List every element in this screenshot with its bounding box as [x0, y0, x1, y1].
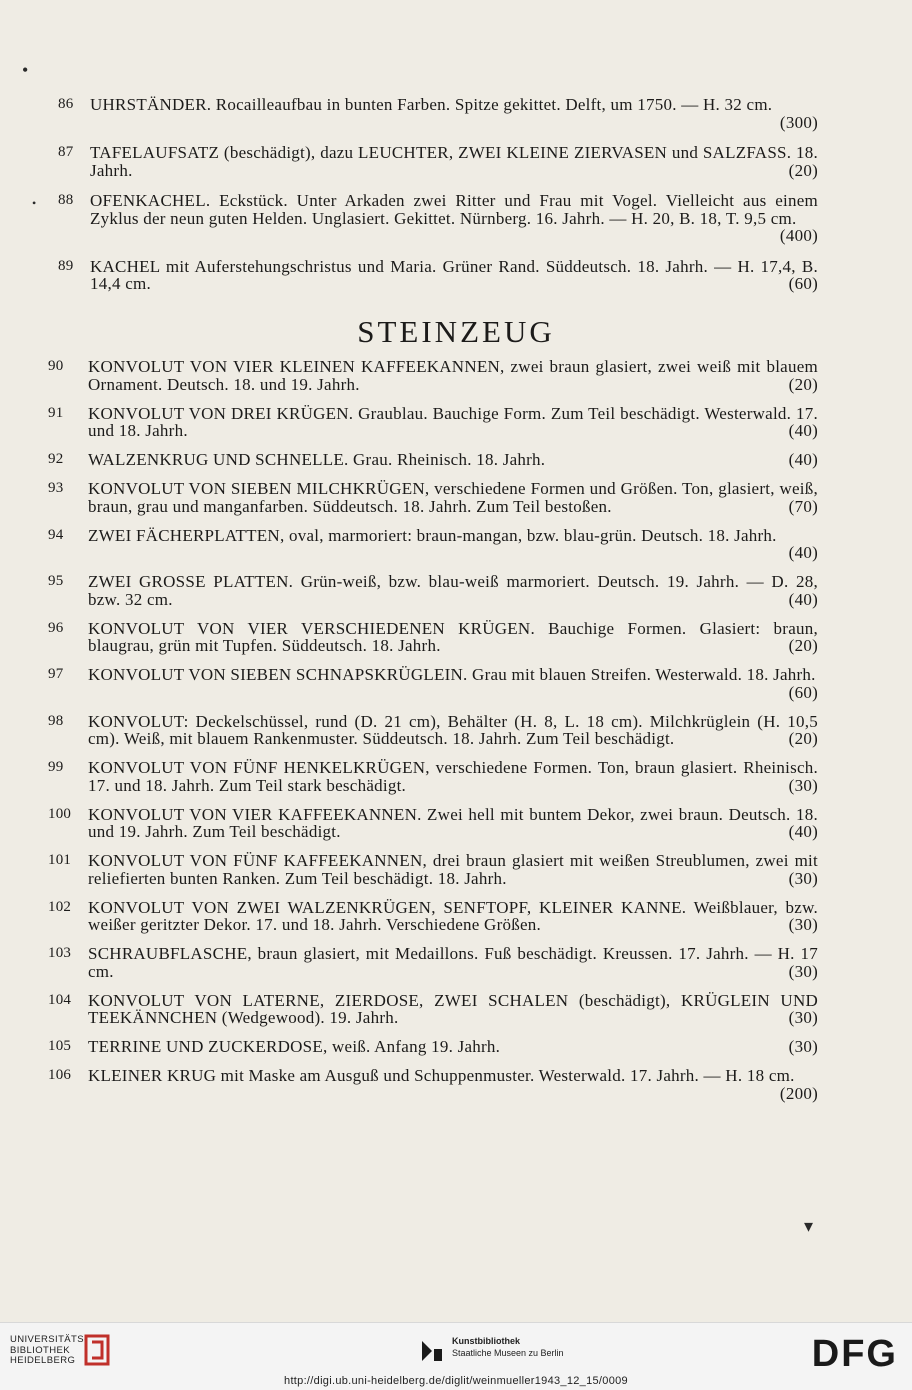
catalogue-entry: [48, 806, 818, 841]
entry-number: 100: [48, 805, 72, 822]
catalogue-entry: [48, 713, 818, 748]
entry-body: [88, 620, 818, 655]
entry-number: 96: [48, 619, 64, 636]
entry-description: KONVOLUT: Deckelschüssel, rund (D. 21 cm), Behälter (H. 8, L. 18 cm). Milchkrüglein (H. 10,5 cm). Weiß, mit blauem Rankenmuster. Süddeutsch. 18. Jahrh. Zum Teil beschädigt.: [88, 711, 818, 748]
catalogue-entry: [48, 899, 818, 934]
kunstbibliothek-label: [452, 1335, 564, 1359]
entry-number: 98: [48, 712, 64, 729]
entry-description: TERRINE UND ZUCKERDOSE, weiß. Anfang 19. Jahrh.: [88, 1037, 501, 1056]
entry-description: KONVOLUT VON ZWEI WALZENKRÜGEN, SENFTOPF, KLEINER KANNE. Weißblauer, bzw. weißer geritzter Dekor. 17. und 18. Jahrh. Verschiedene Größen.: [88, 897, 818, 934]
kunstbibliothek-name: Kunstbibliothek: [452, 1336, 520, 1346]
entry-number: 88: [58, 192, 74, 208]
catalogue-entry: [48, 405, 818, 440]
entry-price: (300): [779, 112, 818, 132]
footer-bar: [0, 1322, 912, 1390]
entry-body: [88, 358, 818, 393]
university-logo-icon: [82, 1332, 114, 1368]
permalink[interactable]: http://digi.ub.uni-heidelberg.de/diglit/weinmueller1943_12_15/0009: [284, 1375, 628, 1387]
entry-body: [88, 992, 818, 1027]
entry-body: [88, 1067, 818, 1102]
catalogue-entry: [58, 144, 818, 179]
stain-mark: ▾: [804, 1216, 814, 1236]
entry-number: 104: [48, 991, 72, 1008]
entry-number: 91: [48, 404, 64, 421]
entry-description: KONVOLUT VON DREI KRÜGEN. Graublau. Bauchige Form. Zum Teil beschädigt. Westerwald. 17. und 18. Jahrh.: [88, 403, 818, 440]
entry-price: (30): [788, 915, 818, 934]
entry-body: [88, 666, 818, 701]
entry-number: 103: [48, 945, 72, 961]
catalogue-entry: [48, 451, 818, 469]
entry-price: (40): [788, 589, 818, 609]
entry-number: 97: [48, 666, 64, 682]
university-line: UNIVERSITÄTS-: [10, 1334, 88, 1345]
entry-body: [90, 144, 818, 179]
entry-description: KACHEL mit Auferstehungschristus und Maria. Grüner Rand. Süddeutsch. 18. Jahrh. — H. 17,4, B. 14,4 cm.: [90, 256, 818, 293]
entry-price: (200): [779, 1083, 818, 1103]
section-title: STEINZEUG: [357, 314, 555, 349]
catalogue-entry: [48, 1067, 818, 1102]
entry-body: [88, 451, 818, 469]
entry-body: [90, 96, 818, 131]
entries-top: [58, 96, 818, 306]
catalogue-entry: [48, 480, 818, 515]
entry-number: 89: [58, 257, 74, 274]
entry-price: (40): [788, 543, 818, 562]
entry-number: 105: [48, 1038, 72, 1054]
stain-mark: •: [32, 196, 37, 210]
entry-number: 87: [58, 144, 74, 160]
entry-price: (20): [788, 160, 818, 180]
entry-body: [88, 573, 818, 608]
entry-body: [88, 480, 818, 515]
entry-description: KONVOLUT VON VIER KLEINEN KAFFEEKANNEN, zwei braun glasiert, zwei weiß mit blauem Ornament. Deutsch. 18. und 19. Jahrh.: [88, 357, 818, 394]
entry-body: [90, 192, 818, 245]
university-line: BIBLIOTHEK: [10, 1344, 70, 1356]
kunstbibliothek-logo-icon: [418, 1337, 446, 1365]
entry-body: [88, 852, 818, 887]
entry-body: [88, 1038, 818, 1056]
entry-description: ZWEI FÄCHERPLATTEN, oval, marmoriert: braun-mangan, bzw. blau-grün. Deutsch. 18. Jahrh.: [88, 525, 777, 545]
catalogue-entry: [48, 992, 818, 1027]
entry-price: (30): [788, 961, 818, 981]
entry-body: [88, 405, 818, 440]
catalogue-entry: [58, 96, 818, 131]
entry-number: 92: [48, 451, 64, 467]
catalogue-entry: [48, 1038, 818, 1056]
catalogue-entry: [48, 666, 818, 701]
entry-number: 102: [48, 898, 72, 915]
entry-price: (30): [788, 775, 818, 795]
entry-description: KONVOLUT VON FÜNF HENKELKRÜGEN, verschiedene Formen. Ton, braun glasiert. Rheinisch. 17. und 18. Jahrh. Zum Teil stark beschädigt.: [88, 758, 818, 795]
catalogue-entry: [58, 258, 818, 293]
entry-price: (40): [788, 822, 818, 841]
stain-mark: •: [22, 60, 29, 80]
entry-description: TAFELAUFSATZ (beschädigt), dazu LEUCHTER, ZWEI KLEINE ZIERVASEN und SALZFASS. 18. Jahrh.: [90, 143, 818, 180]
entry-description: OFENKACHEL. Eckstück. Unter Arkaden zwei Ritter und Frau mit Vogel. Vielleicht aus einem Zyklus der neun guten Helden. Unglasiert. Gekittet. Nürnberg. 16. Jahrh. — H. 20, B. 18, T. 9,5 cm.: [90, 191, 818, 228]
entry-body: [88, 945, 818, 980]
entry-price: (30): [788, 1008, 818, 1027]
entry-description: KLEINER KRUG mit Maske am Ausguß und Schuppenmuster. Westerwald. 17. Jahrh. — H. 18 cm.: [88, 1066, 795, 1085]
entries-main: [48, 358, 818, 1114]
entry-body: [88, 806, 818, 841]
entry-description: SCHRAUBFLASCHE, braun glasiert, mit Medaillons. Fuß beschädigt. Kreussen. 17. Jahrh. — H. 17 cm.: [88, 944, 818, 981]
entry-description: ZWEI GROSSE PLATTEN. Grün-weiß, bzw. blau-weiß marmoriert. Deutsch. 19. Jahrh. — D. 28, bzw. 32 cm.: [88, 572, 818, 609]
entry-number: 94: [48, 526, 64, 543]
entry-number: 90: [48, 358, 64, 374]
catalogue-entry: [48, 358, 818, 393]
entry-number: 93: [48, 480, 64, 496]
entry-price: (20): [788, 374, 818, 394]
university-label: [10, 1335, 88, 1367]
entry-price: (40): [788, 450, 818, 469]
entry-price: (30): [788, 1037, 818, 1056]
entry-description: UHRSTÄNDER. Rocailleaufbau in bunten Farben. Spitze gekittet. Delft, um 1750. — H. 32 cm.: [90, 95, 773, 114]
catalogue-entry: [48, 852, 818, 887]
university-line: HEIDELBERG: [10, 1355, 76, 1366]
dfg-logo: DFG: [811, 1333, 898, 1375]
entry-price: (400): [779, 226, 818, 245]
entry-number: 101: [48, 852, 72, 868]
entry-description: WALZENKRUG UND SCHNELLE. Grau. Rheinisch. 18. Jahrh.: [88, 450, 546, 469]
museum-name: Staatliche Museen zu Berlin: [452, 1348, 564, 1358]
entry-number: 95: [48, 573, 64, 589]
entry-body: [88, 713, 818, 748]
entry-body: [90, 258, 818, 293]
entry-description: KONVOLUT VON SIEBEN MILCHKRÜGEN, verschiedene Formen und Größen. Ton, glasiert, weiß, braun, grau und manganfarben. Süddeutsch. 18. Jahrh. Zum Teil bestoßen.: [88, 479, 818, 516]
catalogue-entry: [48, 620, 818, 655]
entry-body: [88, 527, 818, 562]
entry-price: (70): [788, 496, 818, 516]
catalogue-entry: [48, 527, 818, 562]
entry-price: (40): [788, 421, 818, 440]
entry-number: 86: [58, 96, 74, 112]
entry-number: 106: [48, 1067, 72, 1083]
catalogue-entry: [48, 759, 818, 794]
entry-description: KONVOLUT VON LATERNE, ZIERDOSE, ZWEI SCHALEN (beschädigt), KRÜGLEIN UND TEEKÄNNCHEN (Wedgewood). 19. Jahrh.: [88, 990, 818, 1027]
entry-price: (30): [788, 868, 818, 888]
catalogue-entry: [48, 573, 818, 608]
entry-price: (20): [788, 729, 818, 748]
entry-price: (60): [788, 682, 818, 702]
entry-price: (60): [788, 274, 818, 293]
entry-description: KONVOLUT VON FÜNF KAFFEEKANNEN, drei braun glasiert mit weißen Streublumen, zwei mit reliefierten bunten Ranken. Zum Teil beschädigt. 18. Jahrh.: [88, 851, 818, 888]
entry-price: (20): [788, 636, 818, 655]
catalogue-entry: [48, 945, 818, 980]
entry-description: KONVOLUT VON VIER KAFFEEKANNEN. Zwei hell mit buntem Dekor, zwei braun. Deutsch. 18. und 19. Jahrh. Zum Teil beschädigt.: [88, 804, 818, 841]
entry-description: KONVOLUT VON SIEBEN SCHNAPSKRÜGLEIN. Grau mit blauen Streifen. Westerwald. 18. Jahrh.: [88, 665, 816, 684]
entry-number: 99: [48, 759, 64, 775]
catalogue-entry: [58, 192, 818, 245]
entry-description: KONVOLUT VON VIER VERSCHIEDENEN KRÜGEN. Bauchige Formen. Glasiert: braun, blaugrau, grün mit Tupfen. Süddeutsch. 18. Jahrh.: [88, 618, 818, 655]
entry-body: [88, 899, 818, 934]
entry-body: [88, 759, 818, 794]
